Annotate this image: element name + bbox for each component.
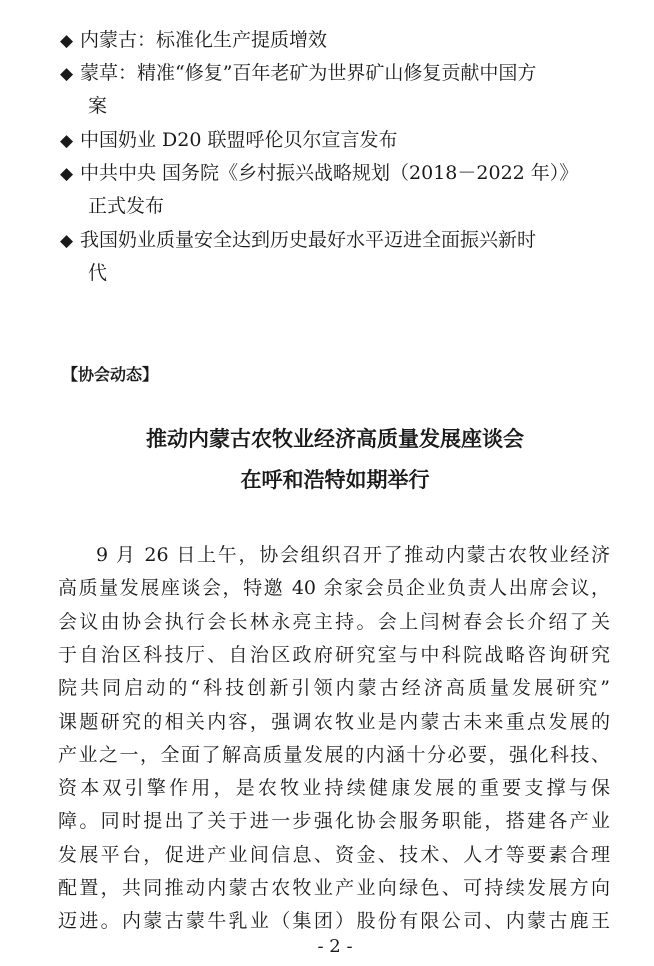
- bullet-text: 内蒙古：标准化生产提质增效: [80, 29, 328, 51]
- body-line: 障。同时提出了关于进一步强化协会服务职能，搭建各产业: [58, 810, 610, 833]
- body-line: 高质量发展座谈会，特邀 40 余家会员企业负责人出席会议，: [58, 577, 610, 600]
- bullet-item: [60, 124, 398, 157]
- body-line: 课题研究的相关内容，强调农牧业是内蒙古未来重点发展的: [58, 710, 610, 733]
- bullet-item: [60, 224, 536, 257]
- bullet-text-continued: 正式发布: [88, 195, 165, 217]
- diamond-bullet-icon: ◆: [60, 31, 74, 51]
- body-line: 配置，共同推动内蒙古农牧业产业向绿色、可持续发展方向: [58, 877, 610, 899]
- article-title-line-2: 在呼和浩特如期举行: [240, 468, 430, 492]
- bullet-item: [60, 157, 578, 190]
- body-line: 发展平台，促进产业间信息、资金、技术、人才等要素合理: [58, 843, 610, 866]
- body-line: 院共同启动的“科技创新引领内蒙古经济高质量发展研究”: [58, 677, 610, 700]
- body-line: 产业之一，全面了解高质量发展的内涵十分必要，强化科技、: [58, 743, 610, 766]
- body-line: 资本双引擎作用，是农牧业持续健康发展的重要支撑与保: [58, 777, 610, 800]
- diamond-bullet-icon: ◆: [60, 164, 74, 184]
- bullet-text-continued: 代: [88, 262, 108, 284]
- bullet-item: [60, 57, 536, 90]
- bullet-text: 中国奶业 D20 联盟呼伦贝尔宣言发布: [80, 129, 398, 151]
- section-label: 【协会动态】: [62, 365, 159, 384]
- bullet-item: [60, 24, 327, 57]
- diamond-bullet-icon: ◆: [60, 231, 74, 251]
- article-title-line-1: 推动内蒙古农牧业经济高质量发展座谈会: [146, 427, 524, 451]
- diamond-bullet-icon: ◆: [60, 64, 74, 84]
- body-line: 迈进。内蒙古蒙牛乳业（集团）股份有限公司、内蒙古鹿王: [58, 910, 610, 933]
- bullet-text: 蒙草：精准“修复”百年老矿为世界矿山修复贡献中国方: [80, 62, 537, 84]
- diamond-bullet-icon: ◆: [60, 131, 74, 151]
- body-line: 会议由协会执行会长林永亮主持。会上闫树春会长介绍了关: [58, 610, 610, 633]
- body-line: 于自治区科技厅、自治区政府研究室与中科院战略咨询研究: [58, 643, 610, 666]
- bullet-text-continued: 案: [88, 95, 108, 117]
- page-number: - 2 -: [317, 936, 353, 957]
- body-line: 9 月 26 日上午，协会组织召开了推动内蒙古农牧业经济: [96, 544, 610, 566]
- bullet-text: 中共中央 国务院《乡村振兴战略规划（2018－2022 年）》: [80, 162, 579, 184]
- bullet-text: 我国奶业质量安全达到历史最好水平迈进全面振兴新时: [80, 229, 537, 251]
